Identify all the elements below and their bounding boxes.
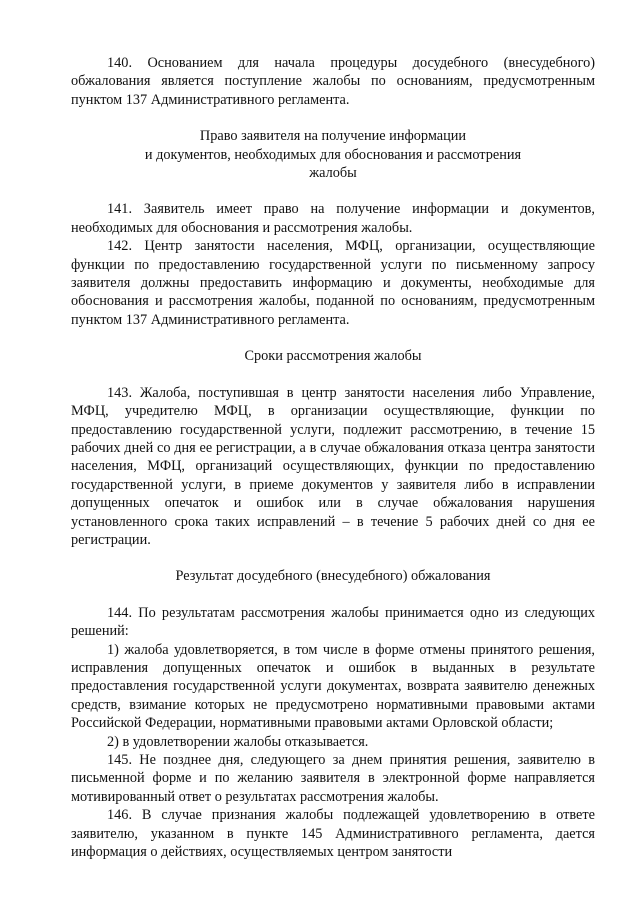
paragraph-140: 140. Основанием для начала процедуры досудебного (внесудебного) обжалования является поступление жалобы по основаниям, предусмотренным пунктом 137 Административного регламента. xyxy=(71,55,595,108)
heading-review-terms: Сроки рассмотрения жалобы xyxy=(244,348,422,365)
document-page xyxy=(71,54,595,861)
paragraph-143: 143. Жалоба, поступившая в центр занятости населения либо Управление, МФЦ, учредителю МФЦ, в организации осуществляющие, функции по предоставлению государственной услуги, подлежит рассмотрению, в течение 15 рабочих дней со дня ее регистрации, а в случае обжалования отказа центра занятости населения, МФЦ, организаций осуществляющих, функции по предоставлению государственной услуги, в приеме документов у заявителя либо в исправлении допущенных опечаток и ошибок или в случае обжалования нарушения установленного срока таких исправлений – в течение 5 рабочих дней со дня ее регистрации. xyxy=(71,384,595,548)
heading-line-2: и документов, необходимых для обоснования и рассмотрения xyxy=(144,146,522,163)
paragraph-142: 142. Центр занятости населения, МФЦ, организации, осуществляющие функции по предоставлению государственной услуги по письменному запросу заявителя должны предоставить информацию и документы, необходимые для обоснования и рассмотрения жалобы, поданной по основаниям, предусмотренным пунктом 137 Административного регламента. xyxy=(71,238,595,328)
paragraph-144-item-2: 2) в удовлетворении жалобы отказывается. xyxy=(107,733,369,750)
heading-line-1: Право заявителя на получение информации xyxy=(199,128,467,145)
paragraph-145: 145. Не позднее дня, следующего за днем принятия решения, заявителю в письменной форме и по желанию заявителя в электронной форме направляется мотивированный ответ о результатах рассмотрения жалобы. xyxy=(71,752,595,805)
paragraph-144: 144. По результатам рассмотрения жалобы принимается одно из следующих решений: xyxy=(71,604,595,640)
heading-appeal-result: Результат досудебного (внесудебного) обжалования xyxy=(175,568,491,585)
paragraph-144-item-1: 1) жалоба удовлетворяется, в том числе в форме отмены принятого решения, исправления допущенных опечаток и ошибок в выданных в результате предоставления государственной услуги документах, возврата заявителю денежных средств, взимание которых не предусмотрено нормативными правовыми актами Российской Федерации, нормативными правовыми актами Орловской области; xyxy=(71,641,595,732)
paragraph-141: 141. Заявитель имеет право на получение информации и документов, необходимых для обоснования и рассмотрения жалобы. xyxy=(71,201,595,236)
heading-line-3: жалобы xyxy=(309,165,357,182)
paragraph-146: 146. В случае признания жалобы подлежащей удовлетворению в ответе заявителю, указанном в пункте 145 Административного регламента, дается информация о действиях, осуществляемых центром занятости xyxy=(71,807,595,861)
heading-right-to-information xyxy=(71,127,595,182)
